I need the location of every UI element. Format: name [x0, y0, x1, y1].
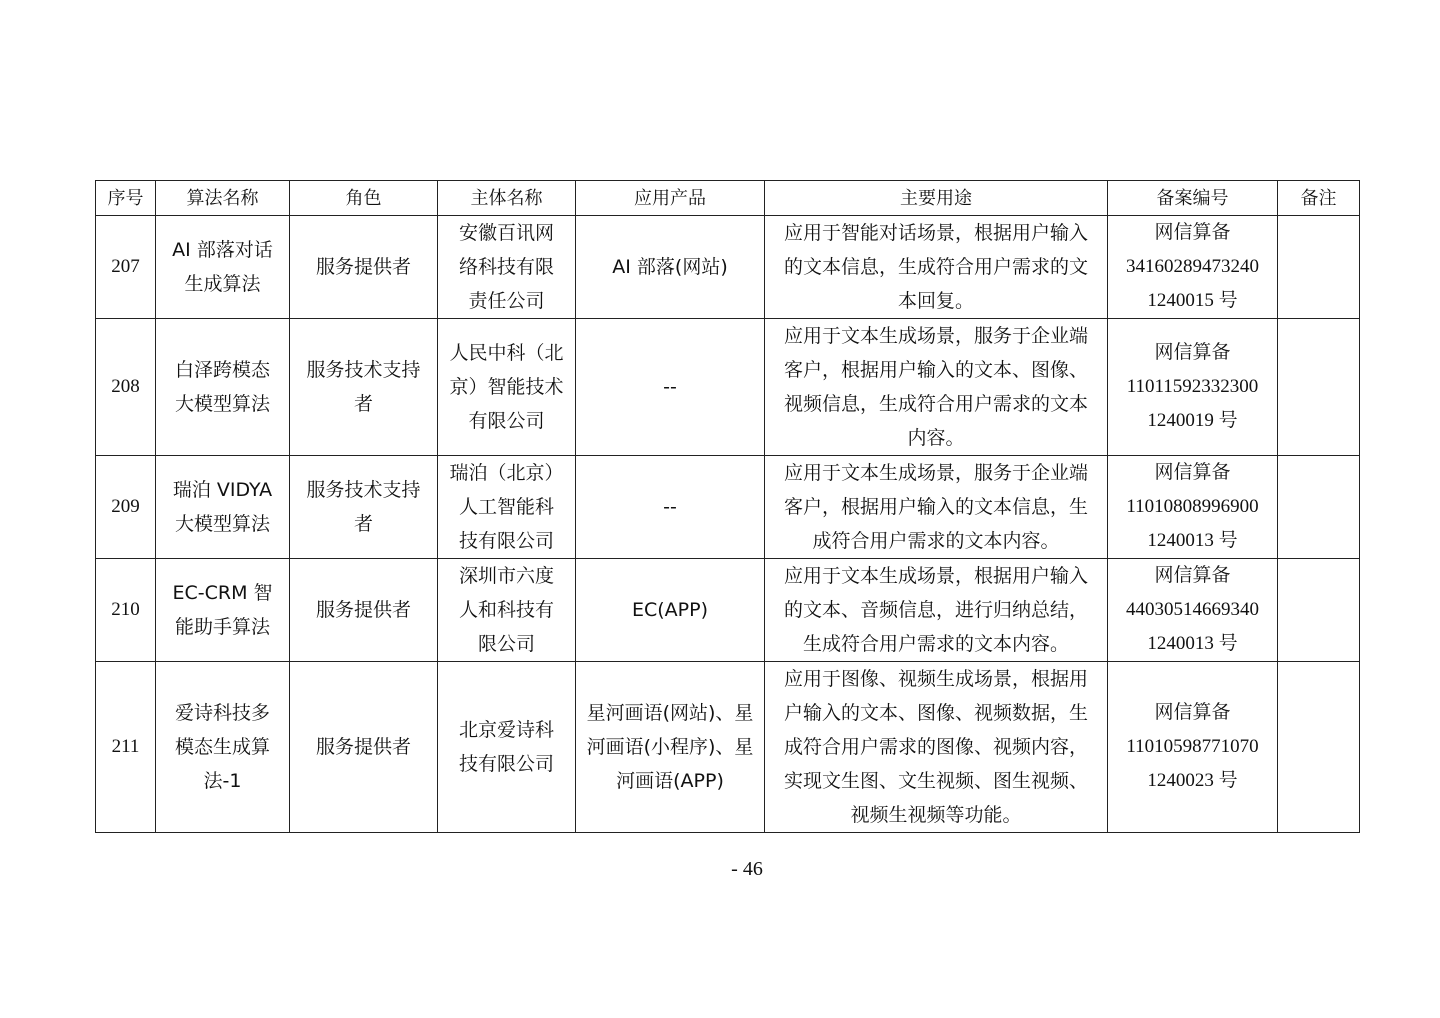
main-usage-line: 的文本信息，生成符合用户需求的文 [783, 256, 1088, 278]
main-usage-line: 客户，根据用户输入的文本信息，生 [783, 496, 1088, 518]
main-usage-cell [765, 456, 1108, 559]
entity-name-line: 京）智能技术 [449, 376, 564, 398]
algorithm-name-line: 能助手算法 [174, 616, 270, 638]
header-main-usage: 主要用途 [765, 181, 1108, 216]
header-role: 角色 [290, 181, 438, 216]
role-line: 服务提供者 [315, 256, 411, 278]
algorithm-name-cell [156, 456, 290, 559]
record-number-cell [1108, 456, 1278, 559]
algorithm-name-line: 模态生成算 [174, 736, 270, 758]
record-number-line: 网信算备 [1154, 565, 1231, 586]
record-number-line: 1240013 号 [1147, 530, 1238, 551]
table-row [96, 216, 1360, 319]
record-number-line: 1240013 号 [1147, 633, 1238, 654]
main-usage-line: 客户，根据用户输入的文本、图像、 [783, 359, 1088, 381]
table-row [96, 662, 1360, 833]
row-index: 207 [96, 216, 156, 319]
record-number-cell [1108, 662, 1278, 833]
table-row [96, 319, 1360, 456]
record-number-cell [1108, 216, 1278, 319]
entity-name-line: 北京爱诗科 [458, 719, 554, 741]
role-cell [290, 216, 438, 319]
entity-name-line: 深圳市六度 [458, 565, 554, 587]
entity-name-cell [438, 216, 576, 319]
row-index: 211 [96, 662, 156, 833]
algorithm-name-cell [156, 662, 290, 833]
entity-name-line: 人工智能科 [458, 496, 554, 518]
record-number-cell [1108, 319, 1278, 456]
application-product-line: 河画语(小程序)、星 [586, 736, 754, 758]
main-usage-line: 成符合用户需求的图像、视频内容， [783, 736, 1088, 758]
algorithm-name-cell [156, 216, 290, 319]
application-product-line: -- [663, 496, 677, 518]
main-usage-line: 本回复。 [897, 290, 974, 312]
main-usage-line: 应用于智能对话场景，根据用户输入 [783, 222, 1088, 244]
role-line: 服务技术支持 [306, 359, 421, 381]
record-number-line: 1240019 号 [1147, 410, 1238, 431]
main-usage-line: 视频信息，生成符合用户需求的文本 [783, 393, 1088, 415]
entity-name-line: 络科技有限 [458, 256, 554, 278]
record-number-line: 34160289473240 [1126, 256, 1259, 277]
application-product-line: AI 部落(网站) [612, 256, 728, 278]
role-line: 者 [353, 393, 373, 415]
record-number-line: 11011592332300 [1126, 376, 1259, 397]
record-number-line: 44030514669340 [1126, 599, 1259, 620]
application-product-cell [576, 456, 765, 559]
entity-name-line: 限公司 [477, 633, 535, 655]
role-cell [290, 559, 438, 662]
record-number-line: 11010598771070 [1126, 736, 1259, 757]
row-index: 208 [96, 319, 156, 456]
entity-name-cell [438, 559, 576, 662]
remarks-cell [1278, 559, 1360, 662]
record-number-line: 网信算备 [1154, 342, 1231, 363]
algorithm-name-line: 爱诗科技多 [174, 702, 270, 724]
main-usage-line: 视频生视频等功能。 [850, 804, 1022, 826]
role-cell [290, 662, 438, 833]
algorithm-name-cell [156, 559, 290, 662]
main-usage-line: 应用于图像、视频生成场景，根据用 [783, 668, 1088, 690]
algorithm-name-line: 大模型算法 [174, 513, 270, 535]
main-usage-line: 实现文生图、文生视频、图生视频、 [783, 770, 1088, 792]
entity-name-line: 人和科技有 [458, 599, 554, 621]
algorithm-name-line: 白泽跨模态 [174, 359, 270, 381]
header-record-number: 备案编号 [1108, 181, 1278, 216]
entity-name-line: 人民中科（北 [449, 342, 564, 364]
entity-name-line: 技有限公司 [458, 530, 554, 552]
entity-name-cell [438, 662, 576, 833]
application-product-line: EC(APP) [631, 599, 708, 621]
role-line: 服务提供者 [315, 736, 411, 758]
application-product-cell [576, 662, 765, 833]
header-remarks: 备注 [1278, 181, 1360, 216]
application-product-cell [576, 559, 765, 662]
application-product-cell [576, 216, 765, 319]
algorithm-name-line: 生成算法 [184, 273, 261, 295]
page-number: - 46 [731, 858, 763, 880]
remarks-cell [1278, 456, 1360, 559]
record-number-line: 11010808996900 [1126, 496, 1259, 517]
header-application-product: 应用产品 [576, 181, 765, 216]
record-number-line: 网信算备 [1154, 462, 1231, 483]
application-product-line: 河画语(APP) [616, 770, 724, 792]
remarks-cell [1278, 216, 1360, 319]
record-number-cell [1108, 559, 1278, 662]
table-header-row [96, 181, 1360, 216]
entity-name-cell [438, 319, 576, 456]
application-product-cell [576, 319, 765, 456]
record-number-line: 1240015 号 [1147, 290, 1238, 311]
main-usage-line: 内容。 [907, 427, 965, 449]
table-row [96, 559, 1360, 662]
main-usage-cell [765, 559, 1108, 662]
row-index: 209 [96, 456, 156, 559]
header-algorithm-name: 算法名称 [156, 181, 290, 216]
main-usage-line: 户输入的文本、图像、视频数据，生 [783, 702, 1088, 724]
header-index: 序号 [96, 181, 156, 216]
algorithm-registry-table [95, 180, 1360, 833]
record-number-line: 网信算备 [1154, 702, 1231, 723]
entity-name-line: 瑞泊（北京） [449, 462, 564, 484]
entity-name-line: 安徽百讯网 [458, 222, 554, 244]
table-row [96, 456, 1360, 559]
entity-name-line: 技有限公司 [458, 753, 554, 775]
algorithm-name-line: AI 部落对话 [172, 239, 273, 261]
entity-name-cell [438, 456, 576, 559]
role-cell [290, 456, 438, 559]
entity-name-line: 责任公司 [468, 290, 545, 312]
role-line: 者 [353, 513, 373, 535]
role-cell [290, 319, 438, 456]
header-entity-name: 主体名称 [438, 181, 576, 216]
algorithm-name-line: 大模型算法 [174, 393, 270, 415]
remarks-cell [1278, 319, 1360, 456]
main-usage-cell [765, 319, 1108, 456]
algorithm-name-line: 法-1 [203, 770, 242, 792]
main-usage-cell [765, 216, 1108, 319]
role-line: 服务技术支持 [306, 479, 421, 501]
remarks-cell [1278, 662, 1360, 833]
main-usage-cell [765, 662, 1108, 833]
entity-name-line: 有限公司 [468, 410, 545, 432]
application-product-line: -- [663, 376, 677, 398]
main-usage-line: 应用于文本生成场景，服务于企业端 [783, 462, 1088, 484]
role-line: 服务提供者 [315, 599, 411, 621]
algorithm-name-cell [156, 319, 290, 456]
main-usage-line: 应用于文本生成场景，根据用户输入 [783, 565, 1088, 587]
record-number-line: 1240023 号 [1147, 770, 1238, 791]
main-usage-line: 的文本、音频信息，进行归纳总结， [783, 599, 1088, 621]
row-index: 210 [96, 559, 156, 662]
application-product-line: 星河画语(网站)、星 [586, 702, 754, 724]
algorithm-name-line: EC-CRM 智 [172, 582, 273, 604]
main-usage-line: 应用于文本生成场景，服务于企业端 [783, 325, 1088, 347]
algorithm-name-line: 瑞泊 VIDYA [172, 479, 273, 501]
record-number-line: 网信算备 [1154, 222, 1231, 243]
main-usage-line: 生成符合用户需求的文本内容。 [802, 633, 1069, 655]
main-usage-line: 成符合用户需求的文本内容。 [812, 530, 1060, 552]
